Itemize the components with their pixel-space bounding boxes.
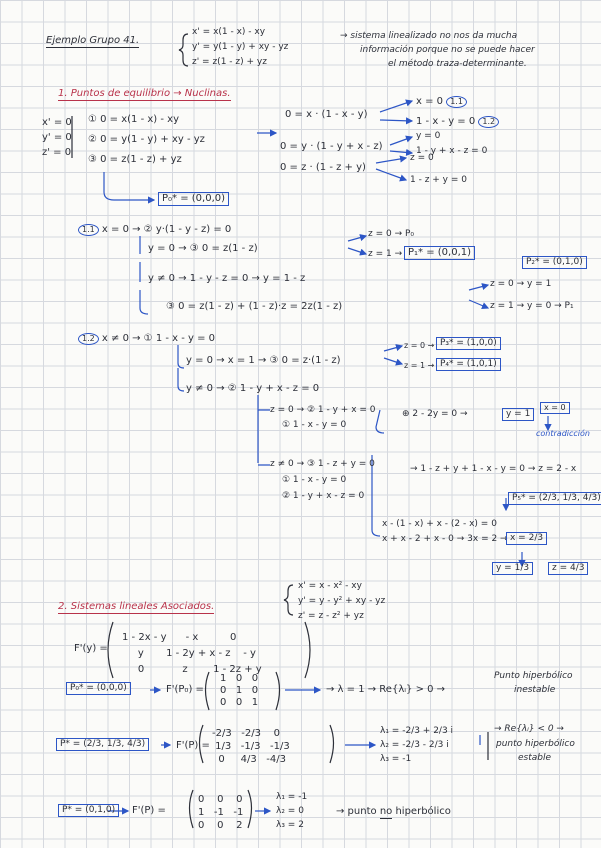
- system-eq-z: z' = z(1 - z) + yz: [192, 57, 267, 67]
- row2-concl-1: → Re{λᵢ} < 0 →: [494, 724, 564, 734]
- row1-mat-2: 0 1 0: [220, 685, 259, 696]
- row3-mat-2: 1 -1 -1: [198, 807, 244, 818]
- system-eq-x: x' = x(1 - x) - xy: [192, 27, 266, 37]
- case12-line3: y ≠ 0 → ② 1 - y + x - z = 0: [186, 383, 320, 394]
- row2-eig-1: λ₁ = -2/3 + 2/3 i: [380, 726, 454, 736]
- note-line-2: información porque no se puede hacer: [360, 45, 535, 55]
- row3-eig-3: λ₃ = 2: [276, 820, 304, 830]
- equilibrium-p0: P₀* = (0,0,0): [158, 192, 229, 206]
- case-1-1-marker: 1.1: [446, 96, 467, 108]
- row1-point-box: P₀* = (0,0,0): [66, 682, 131, 695]
- case-y0: y = 0: [416, 131, 441, 141]
- case-1yxz: 1 - y + x - z = 0: [416, 146, 488, 156]
- row2-mat-2: 1/3 -1/3 -1/3: [212, 741, 290, 752]
- linear-system-x: x' = x - x² - xy: [298, 581, 362, 591]
- row2-f-label: F'(P) =: [176, 740, 210, 751]
- jacobian-row-2: y 1 - 2y + x - z - y: [122, 648, 256, 659]
- row2-eig-2: λ₂ = -2/3 - 2/3 i: [380, 740, 449, 750]
- row2-eig-3: λ₃ = -1: [380, 754, 412, 764]
- case11-z0: z = 0 → P₀: [368, 229, 415, 239]
- note-line-3: el método traza-determinante.: [388, 59, 527, 69]
- system-eq-y: y' = y(1 - y) + xy - yz: [192, 42, 289, 52]
- row1-concl-2: inestable: [514, 685, 556, 695]
- equation-1: ① 0 = x(1 - x) - xy: [88, 114, 180, 125]
- row3-eig-2: λ₂ = 0: [276, 806, 304, 816]
- case12-label: 1.2: [78, 333, 99, 345]
- case11-z0b: z = 0 → y = 1: [490, 279, 552, 289]
- eq-x-prime-zero: x' = 0: [42, 117, 72, 128]
- case12-sub-a1: z = 0 → ② 1 - y + x = 0: [270, 405, 376, 415]
- row3-no-word: no: [379, 806, 393, 817]
- case-x0: x = 0 1.1: [416, 96, 467, 108]
- row1-concl-1: Punto hiperbólico: [494, 671, 573, 681]
- jacobian-row-1: 1 - 2x - y - x 0: [122, 632, 237, 643]
- row1-f-label: F'(P₀) =: [166, 684, 204, 695]
- result-x0: x = 0: [540, 402, 570, 414]
- row3-point-box: P* = (0,1,0): [58, 804, 119, 817]
- case12-row: 1.2 x ≠ 0 → ① 1 - x - y = 0: [78, 333, 215, 345]
- case-z0: z = 0: [410, 153, 434, 163]
- note-line-1: → sistema linealizado no nos da mucha: [340, 31, 518, 41]
- case-1zy: 1 - z + y = 0: [410, 175, 467, 185]
- factored-3: 0 = z · (1 - z + y): [280, 162, 366, 173]
- row1-result: → λ = 1 → Re{λᵢ} > 0 →: [326, 684, 446, 695]
- case12-sub-b3: ② 1 - y + x - z = 0: [282, 491, 365, 501]
- equilibrium-p4: P₄* = (1,0,1): [436, 358, 501, 371]
- case11-z1b: z = 1 → y = 0 → P₁: [490, 301, 574, 311]
- row3-mat-1: 0 0 0: [198, 794, 243, 805]
- equilibrium-p3: P₃* = (1,0,0): [436, 337, 501, 350]
- page-title: Ejemplo Grupo 41.: [46, 35, 140, 46]
- row1-mat-3: 0 0 1: [220, 697, 259, 708]
- case11-row: 1.1 x = 0 → ② y·(1 - y - z) = 0: [78, 224, 231, 236]
- case11-line4: ③ 0 = z(1 - z) + (1 - z)·z = 2z(1 - z): [166, 301, 343, 312]
- row3-mat-3: 0 0 2: [198, 820, 243, 831]
- case11-label: 1.1: [78, 224, 99, 236]
- row3-conclusion: → punto no hiperbólico: [336, 806, 451, 817]
- eq-z-prime-zero: z' = 0: [42, 147, 72, 158]
- row2-concl-2: punto hiperbólico: [496, 739, 575, 749]
- case12-line-c1: x - (1 - x) + x - (2 - x) = 0: [382, 519, 497, 529]
- case11-z1: z = 1 →: [368, 249, 403, 259]
- row1-mat-1: 1 0 0: [220, 673, 259, 684]
- case12-line-c2: x + x - 2 + x - 0 → 3x = 2 →: [382, 534, 508, 544]
- case12-sub-b1: z ≠ 0 → ③ 1 - z + y = 0: [270, 459, 375, 469]
- section1-heading: 1. Puntos de equilibrio → Nuclinas.: [58, 88, 231, 99]
- case12-res-b: → 1 - z + y + 1 - x - y = 0 → z = 2 - x: [410, 464, 577, 474]
- case12-sum: ⊕ 2 - 2y = 0 →: [402, 409, 468, 419]
- result-z43: z = 4/3: [548, 562, 588, 575]
- case12-line2: y = 0 → x = 1 → ③ 0 = z·(1 - z): [186, 355, 341, 366]
- equation-2: ② 0 = y(1 - y) + xy - yz: [88, 134, 205, 145]
- result-x23: x = 2/3: [506, 532, 547, 545]
- section2-heading: 2. Sistemas lineales Asociados.: [58, 601, 215, 612]
- jacobian-row-3: 0 z 1 - 2z + y: [122, 664, 262, 675]
- contradiction-label: contradicción: [536, 429, 590, 438]
- row3-f-label: F'(P) =: [132, 805, 166, 816]
- row3-eig-1: λ₁ = -1: [276, 792, 308, 802]
- case12-z0: z = 0 →: [404, 341, 435, 350]
- row2-mat-1: -2/3 -2/3 0: [212, 728, 281, 739]
- equilibrium-p2: P₂* = (0,1,0): [522, 256, 587, 269]
- equilibrium-p5: P₅* = (2/3, 1/3, 4/3): [508, 492, 601, 505]
- row2-point-box: P* = (2/3, 1/3, 4/3): [56, 738, 149, 751]
- result-y1: y = 1: [502, 408, 534, 421]
- case12-sub-a2: ① 1 - x - y = 0: [282, 420, 347, 430]
- case12-sub-b2: ① 1 - x - y = 0: [282, 475, 347, 485]
- case11-line3: y ≠ 0 → 1 - y - z = 0 → y = 1 - z: [148, 273, 306, 284]
- factored-2: 0 = y · (1 - y + x - z): [280, 141, 383, 152]
- equilibrium-p1: P₁* = (0,0,1): [404, 246, 475, 260]
- case-1-2-marker: 1.2: [478, 116, 499, 128]
- equation-3: ③ 0 = z(1 - z) + yz: [88, 154, 182, 165]
- row2-mat-3: 0 4/3 -4/3: [212, 754, 286, 765]
- eq-y-prime-zero: y' = 0: [42, 132, 72, 143]
- factored-1: 0 = x · (1 - x - y): [285, 109, 368, 120]
- case11-line2: y = 0 → ③ 0 = z(1 - z): [148, 243, 258, 254]
- row2-concl-3: estable: [518, 753, 552, 763]
- result-y13: y = 1/3: [492, 562, 533, 575]
- case-1xy: 1 - x - y = 0 1.2: [416, 116, 499, 128]
- linear-system-y: y' = y - y² + xy - yz: [298, 596, 386, 606]
- jacobian-label: F'(y) =: [74, 643, 108, 654]
- linear-system-z: z' = z - z² + yz: [298, 611, 364, 621]
- case12-z1: z = 1 →: [404, 361, 435, 370]
